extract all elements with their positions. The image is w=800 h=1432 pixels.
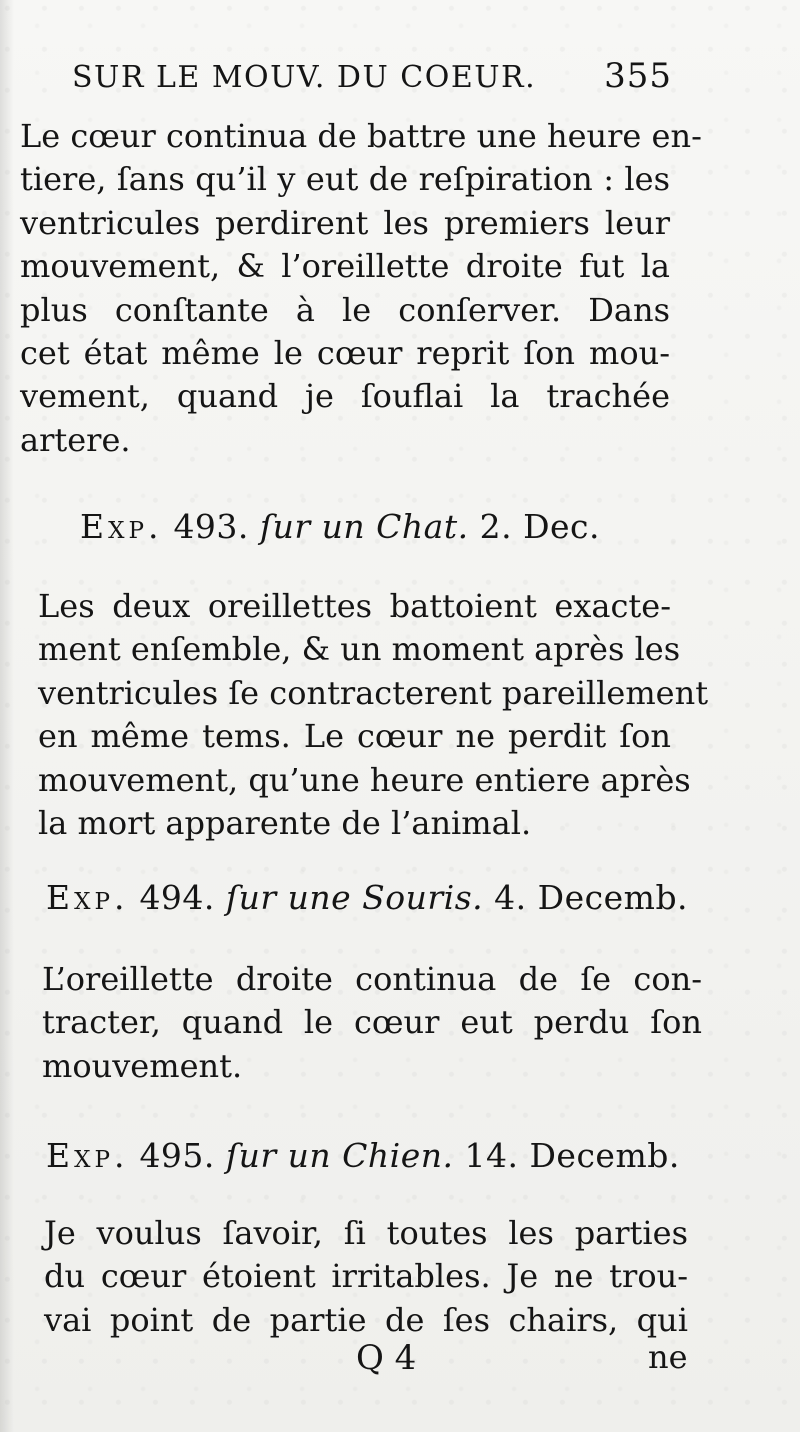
paragraph-dog-heart — [44, 1212, 688, 1342]
text-line: vement, quand je ſouflai la trachée — [20, 377, 670, 416]
paragraph-mouse-heart — [42, 958, 702, 1088]
text-line: vai point de partie de ſes chairs, qui — [44, 1300, 688, 1339]
text-line: mouvement, qu’une heure entiere après — [38, 760, 691, 799]
experiment-date: 2. Dec. — [479, 507, 601, 546]
experiment-heading-493 — [80, 507, 600, 546]
printer-signature: Q 4 — [356, 1338, 417, 1378]
paragraph-cat-heart — [38, 585, 709, 845]
experiment-number: 494. — [139, 878, 215, 917]
text-line: tracter, quand le cœur eut perdu ſon — [42, 1003, 702, 1042]
text-line: du cœur étoient irritables. Je ne trou- — [44, 1257, 688, 1296]
page-header — [72, 48, 672, 98]
text-line: ventricules ſe contracterent pareillement — [38, 673, 709, 712]
text-line: Le cœur continua de battre une heure en- — [20, 117, 702, 155]
text-line: tiere, ſans qu’il y eut de reſpiration : les — [20, 160, 670, 199]
experiment-label: Exp. — [80, 507, 163, 546]
text-line: L’oreillette droite continua de ſe con- — [42, 960, 702, 998]
running-head: SUR LE MOUV. DU COEUR. — [72, 60, 537, 95]
text-line: artere. — [20, 420, 131, 459]
text-line: mouvement. — [42, 1046, 243, 1085]
experiment-date: 4. Decemb. — [494, 878, 689, 917]
text-line: la mort apparente de l’animal. — [38, 804, 532, 843]
experiment-label: Exp. — [46, 878, 129, 917]
text-line: en même tems. Le cœur ne perdit ſon — [38, 717, 671, 756]
experiment-number: 495. — [139, 1136, 215, 1175]
experiment-subject: ſur un Chat. — [259, 507, 469, 546]
text-line: plus conſtante à le conſerver. Dans — [20, 290, 670, 329]
experiment-date: 14. Decemb. — [464, 1136, 680, 1175]
text-line: mouvement, & l’oreillette droite fut la — [20, 247, 670, 286]
experiment-heading-495 — [46, 1136, 680, 1175]
experiment-heading-494 — [46, 878, 688, 917]
paragraph-heart-after-respiration — [20, 115, 702, 462]
page-gutter-shadow — [0, 0, 14, 1432]
text-line: ventricules perdirent les premiers leur — [20, 203, 670, 242]
experiment-subject: ſur un Chien. — [225, 1136, 454, 1175]
text-line: cet état même le cœur reprit ſon mou- — [20, 334, 670, 373]
experiment-label: Exp. — [46, 1136, 129, 1175]
text-line: Les deux oreillettes battoient exacte- — [38, 587, 671, 625]
experiment-number: 493. — [173, 507, 249, 546]
text-line: Je voulus ſavoir, ſi toutes les parties — [44, 1214, 688, 1252]
catchword: ne — [648, 1338, 688, 1376]
text-line: ment enſemble, & un moment après les — [38, 630, 681, 669]
experiment-subject: ſur une Souris. — [225, 878, 484, 917]
page-number: 355 — [604, 56, 672, 96]
